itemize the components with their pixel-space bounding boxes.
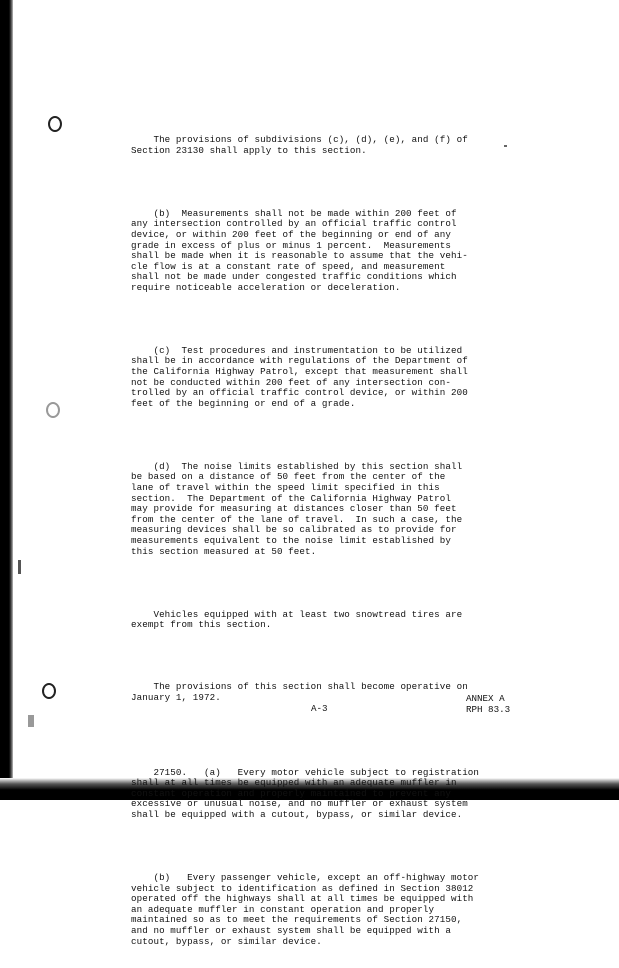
scan-speck: [18, 560, 21, 574]
paragraph: 27150. (a) Every motor vehicle subject to registration shall at all times be equipped with an adequate muffler in constant operation and properly maintained to prevent any excessive or unusual noise, and no muffler or exhaust system shall be equipped with a cutout, bypass, or similar device.: [131, 766, 480, 821]
punch-hole-icon: [48, 116, 62, 132]
document-body: [131, 114, 531, 968]
paragraph: (d) The noise limits established by this section shall be based on a distance of 50 feet from the center of the lane of travel within the speed limit specified in this section. The Department of the California Highway Patrol may provide for measuring at distances closer than 50 feet from the center of the lane of travel. In such a case, the measuring devices shall be so calibrated as to provide for measurements equivalent to the noise limit established by this section measured at 50 feet.: [131, 460, 463, 557]
punch-hole-icon: [46, 402, 60, 418]
punch-hole-icon: [42, 683, 56, 699]
paragraph: (c) Test procedures and instrumentation to be utilized shall be in accordance with regulations of the Department of the California Highway Patrol, except that measurement shall not be conducted within 200 feet of any intersection con- trolled by an official traffic control device, or within 200 feet of the beginning or end of a grade.: [131, 344, 468, 409]
scan-left-edge: [0, 0, 13, 800]
paragraph: (b) Every passenger vehicle, except an off-highway motor vehicle subject to identification as defined in Section 38012 operated off the highways shall at all times be equipped with an adequate muffler in constant operation and properly maintained so as to meet the requirements of Section 27150, and no muffler or exhaust system shall be equipped with a cutout, bypass, or similar device.: [131, 872, 480, 947]
paragraph: (b) Measurements shall not be made within 200 feet of any intersection controlled by an official traffic control device, or within 200 feet of the beginning or end of any grade in excess of plus or minus 1 percent. Measurements shall be made when it is reasonable to assume that the vehi- cle flow is at a constant rate of speed, and measurement shall not be made under congested traffic conditions which require noticeable acceleration or deceleration.: [131, 207, 468, 293]
paragraph: The provisions of subdivisions (c), (d), (e), and (f) of Section 23130 shall apply to this section.: [131, 134, 468, 156]
page-number: A-3: [311, 703, 328, 714]
annex-label: ANNEX A: [466, 693, 505, 704]
annex-code: RPH 83.3: [466, 703, 511, 715]
scan-speck: [28, 715, 34, 727]
paragraph: The provisions of this section shall become operative on January 1, 1972.: [131, 681, 468, 703]
paragraph: Vehicles equipped with at least two snowtread tires are exempt from this section.: [131, 608, 463, 631]
